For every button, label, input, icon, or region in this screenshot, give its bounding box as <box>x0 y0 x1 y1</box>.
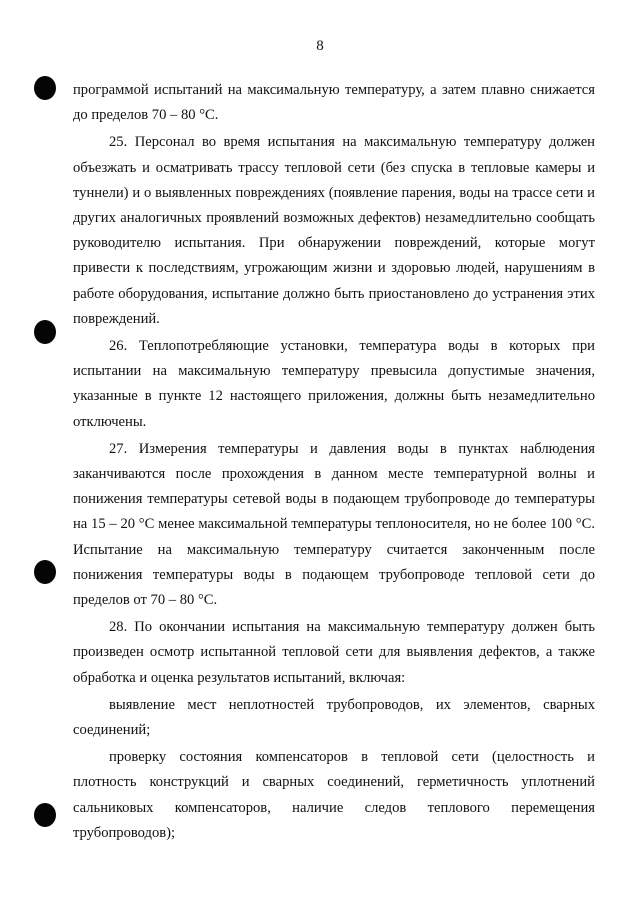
paragraph: 26. Теплопотребляющие установки, температура воды в которых при испытании на максимальную температуру превысила допустимые значения, указанные в пункте 12 настоящего приложения, должны быть незамедлительно отключены. <box>73 338 595 430</box>
paragraph: выявление мест неплотностей трубопроводов, их элементов, сварных соединений; <box>73 696 595 739</box>
paragraph: проверку состояния компенсаторов в тепловой сети (целостность и плотность конструкций и сварных соединений, герметичность уплотнений сальниковых компенсаторов, наличие следов теплового перемещения трубопроводов); <box>73 749 595 841</box>
binder-hole-icon <box>34 560 56 584</box>
paragraph: 27. Измерения температуры и давления воды в пунктах наблюдения заканчиваются после прохождения в данном месте температурной волны и понижения температуры сетевой воды в подающем трубопроводе до температуры на 15 – 20 °С менее максимальной температуры теплоносителя, но не более 100 °С. Испытание на максимальную температуру считается законченным после понижения температуры воды в подающем трубопроводе тепловой сети до пределов от 70 – 80 °С. <box>73 440 595 609</box>
paragraph: 28. По окончании испытания на максимальную температуру должен быть произведен осмотр испытанной тепловой сети для выявления дефектов, а также обработка и оценка результатов испытаний, включая: <box>73 619 595 686</box>
binder-hole-icon <box>34 320 56 344</box>
binder-hole-icon <box>34 803 56 827</box>
document-body <box>73 78 595 848</box>
binder-hole-icon <box>34 76 56 100</box>
paragraph: программой испытаний на максимальную температуру, а затем плавно снижается до пределов 70 – 80 °С. <box>73 82 595 124</box>
paragraph: 25. Персонал во время испытания на максимальную температуру должен объезжать и осматривать трассу тепловой сети (без спуска в тепловые камеры и туннели) и о выявленных повреждениях (появление парения, воды на трассе сети и других аналогичных проявлений возможных дефектов) незамедлительно сообщать руководителю испытания. При обнаружении повреждений, которые могут привести к последствиям, угрожающим жизни и здоровью людей, нарушениям в работе оборудования, испытание должно быть приостановлено до устранения этих повреждений. <box>73 134 595 327</box>
page-number: 8 <box>316 38 324 54</box>
